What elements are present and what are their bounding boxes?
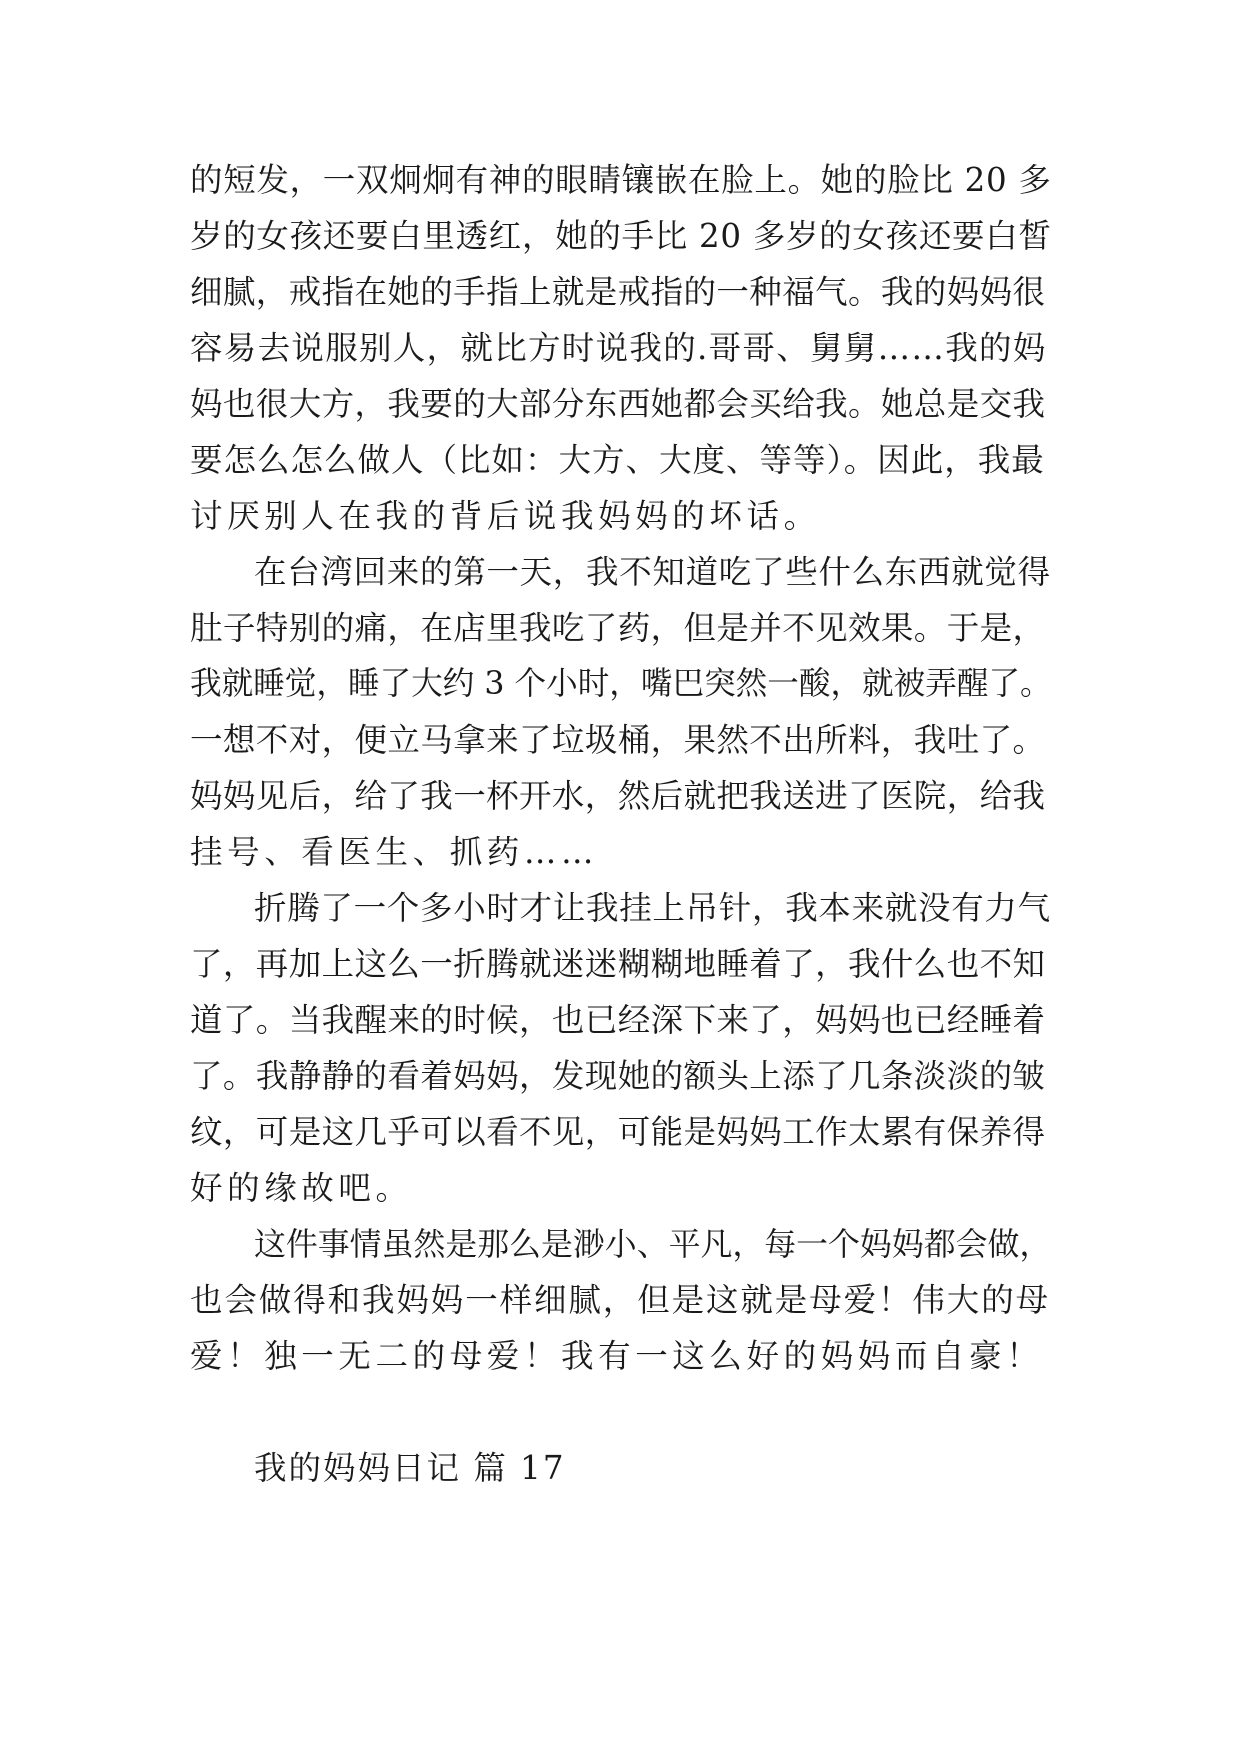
paragraph-3-line-3: 道了。当我醒来的时候，也已经深下来了，妈妈也已经睡着 bbox=[190, 1001, 1046, 1039]
paragraph-1-line-2: 岁的女孩还要白里透红，她的手比 20 多岁的女孩还要白皙 bbox=[190, 217, 1052, 255]
paragraph-4-line-3: 爱！独一无二的母爱！我有一这么好的妈妈而自豪！ bbox=[190, 1337, 1044, 1375]
paragraph-4-line-2: 也会做得和我妈妈一样细腻，但是这就是母爱！伟大的母 bbox=[190, 1281, 1051, 1319]
paragraph-2-line-2: 肚子特别的痛，在店里我吃了药，但是并不见效果。于是， bbox=[190, 609, 1046, 647]
paragraph-2-line-5: 妈妈见后，给了我一杯开水，然后就把我送进了医院，给我 bbox=[190, 777, 1046, 815]
paragraph-1-line-6: 要怎么怎么做人（比如：大方、大度、等等）。因此，我最 bbox=[190, 441, 1045, 479]
paragraph-3-line-1: 折腾了一个多小时才让我挂上吊针，我本来就没有力气 bbox=[254, 889, 1051, 927]
paragraph-3-line-2: 了，再加上这么一折腾就迷迷糊糊地睡着了，我什么也不知 bbox=[190, 945, 1046, 983]
paragraph-4-line-1: 这件事情虽然是那么是渺小、平凡，每一个妈妈都会做， bbox=[254, 1225, 1052, 1263]
paragraph-2-line-4: 一想不对，便立马拿来了垃圾桶，果然不出所料，我吐了。 bbox=[190, 721, 1046, 759]
paragraph-1-line-4: 容易去说服别人，就比方时说我的.哥哥、舅舅……我的妈 bbox=[190, 329, 1047, 367]
paragraph-2-line-6: 挂号、看医生、抓药…… bbox=[190, 833, 599, 871]
paragraph-3-line-5: 纹，可是这几乎可以看不见，可能是妈妈工作太累有保养得 bbox=[190, 1113, 1046, 1151]
paragraph-1-line-1: 的短发，一双炯炯有神的眼睛镶嵌在脸上。她的脸比 20 多 bbox=[190, 161, 1052, 199]
section-title: 我的妈妈日记 篇 17 bbox=[254, 1449, 566, 1487]
paragraph-2-line-3: 我就睡觉，睡了大约 3 个小时，嘴巴突然一酸，就被弄醒了。 bbox=[190, 666, 1052, 702]
paragraph-1-line-7: 讨厌别人在我的背后说我妈妈的坏话。 bbox=[190, 497, 821, 535]
paragraph-3-line-4: 了。我静静的看着妈妈，发现她的额头上添了几条淡淡的皱 bbox=[190, 1057, 1046, 1095]
paragraph-1-line-5: 妈也很大方，我要的大部分东西她都会买给我。她总是交我 bbox=[190, 385, 1046, 423]
paragraph-3-line-6: 好的缘故吧。 bbox=[190, 1169, 413, 1207]
paragraph-2-line-1: 在台湾回来的第一天，我不知道吃了些什么东西就觉得 bbox=[254, 553, 1051, 591]
paragraph-1-line-3: 细腻，戒指在她的手指上就是戒指的一种福气。我的妈妈很 bbox=[190, 273, 1046, 311]
